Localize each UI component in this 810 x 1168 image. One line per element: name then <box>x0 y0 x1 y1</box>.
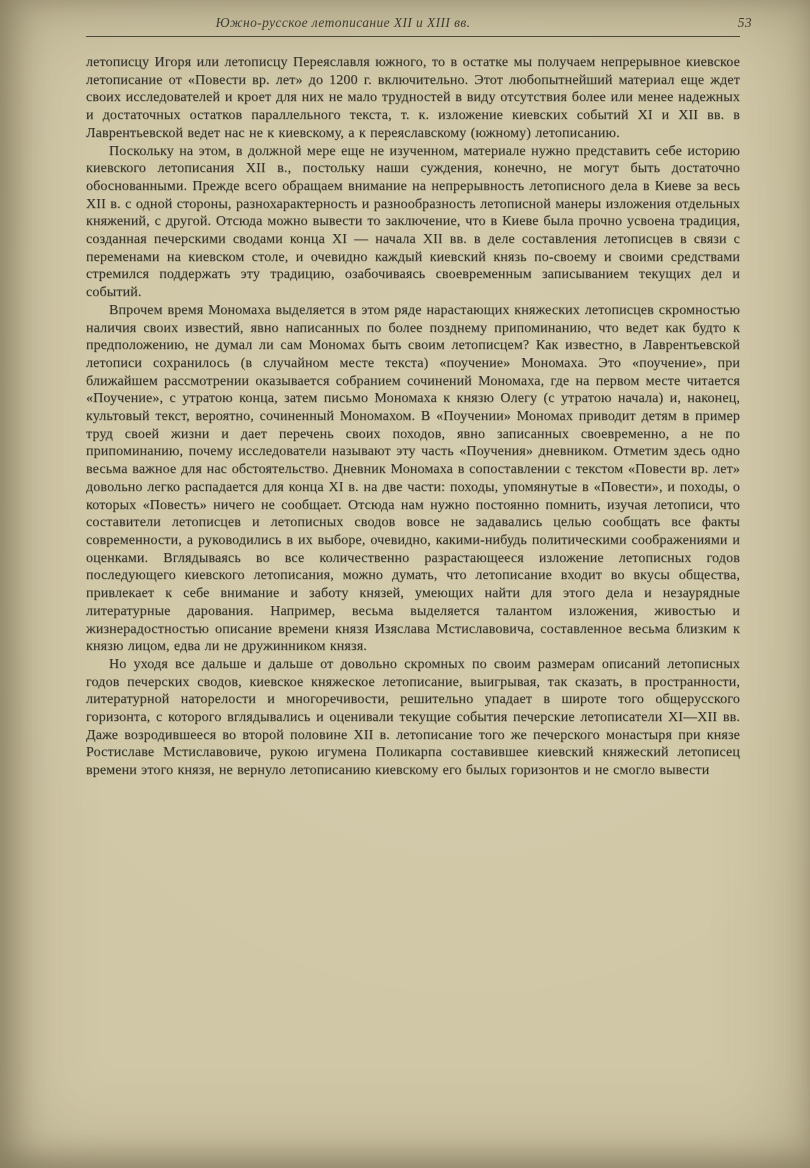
body-text <box>86 54 740 780</box>
paragraph-1: летописцу Игоря или летописцу Переяславля южного, то в остатке мы получаем непрерывное киевское летописание от «Повести вр. лет» до 1200 г. включительно. Этот любопытнейший материал еще ждет своих исследователей и кроет для них не мало трудностей в виду отсутствия более или менее надежных и достаточных остатков параллельного текста, т. к. изложение киевских событий XI и XII вв. в Лаврентьевской ведет нас не к киевскому, а к переяславскому (южному) летописанию. <box>86 55 740 141</box>
paragraph-3: Впрочем время Мономаха выделяется в этом ряде нарастающих княжеских летописцев скромностью наличия своих известий, явно написанных по более позднему припоминанию, что ведет как будто к предположению, не думал ли сам Мономах быть своим летописцем? Как известно, в Лаврентьевской летописи сохранилось (в случайном месте текста) «поучение» Мономаха. Это «поучение», при ближайшем рассмотрении оказывается собранием сочинений Мономаха, где на первом месте читается «Поучение», с утратою конца, затем письмо Мономаха к князю Олегу (с утратою начала) и, наконец, культовый текст, вероятно, сочиненный Мономахом. В «Поучении» Мономах приводит детям в пример труд своей жизни и дает перечень своих походов, явно записанных своевременно, а не по припоминанию, почему исследователи называют эту часть «Поучения» дневником. Отметим здесь одно весьма важное для нас обстоятельство. Дневник Мономаха в сопоставлении с текстом «Повести вр. лет» довольно легко распадается для конца XI в. на две части: походы, упомянутые в «Повести», и походы, о которых «Повесть» ничего не сообщает. Отсюда нам нужно постоянно помнить, изучая летописи, что составители летописцев и летописных сводов вовсе не задавались целью сообщать все факты современности, а руководились в их выборе, очевидно, какими-нибудь политическими соображениями и оценками. Вглядываясь во все количественно разрастающееся изложение летописных годов последующего киевского летописания, можно думать, что летописание входит во вкусы общества, привлекает к себе внимание и заботу князей, умеющих найти для этого дела и незаурядные литературные дарования. Например, весьма выделяется талантом изложения, живостью и жизнерадостностью описание времени князя Изяслава Мстиславовича, составленное весьма близким к князю лицом, едва ли не дружинником князя. <box>86 302 740 655</box>
header-rule <box>86 36 740 37</box>
paragraph-2: Поскольку на этом, в должной мере еще не изученном, материале нужно представить себе историю киевского летописания XII в., постольку наши суждения, конечно, не могут быть достаточно обоснованными. Прежде всего обращаем внимание на непрерывность летописного дела в Киеве за весь XII в. с одной стороны, разнохарактерность и разнообразность летописной манеры изложения отдельных княжений, с другой. Отсюда можно вывести то заключение, что в Киеве была прочно усвоена традиция, созданная печерскими сводами конца XI — начала XII вв. в деле составления летописцев в связи с переменами на киевском столе, и очевидно каждый киевский князь по-своему и своими средствами стремился поддержать эту традицию, озабочиваясь своевременным записыванием текущих дел и событий. <box>86 143 740 301</box>
page-header <box>86 13 752 33</box>
page-number: 53 <box>737 15 752 30</box>
running-title: Южно-русское летописание XII и XIII вв. <box>215 15 471 30</box>
paragraph-4: Но уходя все дальше и дальше от довольно скромных по своим размерам описаний летописных годов печерских сводов, киевское княжеское летописание, выигрывая, так сказать, в пространности, литературной наторелости и многоречивости, решительно упадает в широте того общерусского горизонта, с которого вглядывались и оценивали текущие события печерские летописатели XI—XII вв. Даже возродившееся во второй половине XII в. летописание того же печерского монастыря при князе Ростиславе Мстиславовиче, рукою игумена Поликарпа составившее киевский княжеский летописец времени этого князя, не вернуло летописанию киевскому его былых горизонтов и не смогло вывести <box>86 656 740 779</box>
